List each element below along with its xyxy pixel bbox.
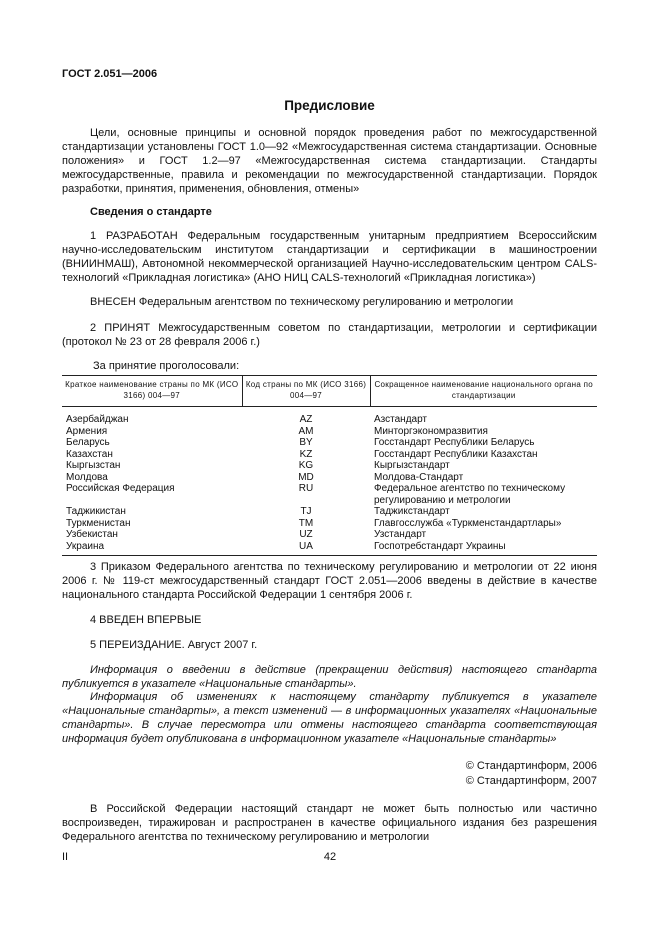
standards-body: Главгосслужба «Туркменстандартлары» — [374, 517, 562, 529]
country-code: TM — [298, 517, 314, 529]
country-name: Казахстан — [66, 448, 113, 460]
item-submitted: ВНЕСЕН Федеральным агентством по техническому регулированию и метрологии — [90, 296, 514, 308]
page-number: 42 — [323, 851, 337, 863]
standards-body: Госстандарт Республики Казахстан — [374, 448, 538, 460]
country-name: Таджикистан — [66, 506, 126, 517]
standards-body: Госстандарт Республики Беларусь — [374, 437, 535, 448]
table-row — [62, 437, 597, 449]
country-name: Туркменистан — [66, 517, 131, 529]
country-name: Кыргызстан — [66, 460, 121, 471]
item-5-reissue: 5 ПЕРЕИЗДАНИЕ. Август 2007 г. — [90, 639, 258, 651]
standards-body: Узстандарт — [374, 529, 427, 540]
country-code: AM — [298, 425, 314, 437]
copyright-2007: © Стандартинформ, 2007 — [465, 775, 597, 787]
country-code: AZ — [299, 414, 313, 425]
item-1-developed: 1 РАЗРАБОТАН Федеральным государственным унитарным предприятием Всероссийским научно-исследовательским институтом стандартизации и сертификации в машиностроении (ВНИИНМАШ), Автономной некоммерческой организацией Научно-исследовательским центром CALS-технологий «Прикладная логистика» (АНО НИЦ CALS-технологий «Прикладная логистика») — [62, 230, 597, 284]
item-2-adopted: 2 ПРИНЯТ Межгосударственным советом по стандартизации, метрологии и сертификации (протокол № 23 от 28 февраля 2006 г.) — [62, 322, 597, 348]
table-row — [62, 529, 597, 541]
country-code: TJ — [300, 506, 312, 517]
column-header-code: Код страны по МК (ИСО 3166) 004—97 — [242, 376, 370, 407]
table-row — [62, 506, 597, 518]
standards-body: Таджикстандарт — [374, 506, 450, 517]
column-header-country: Краткое наименование страны по МК (ИСО 3166) 004—97 — [62, 376, 242, 407]
country-code: KZ — [299, 448, 313, 460]
table-row — [62, 449, 597, 461]
standards-body: Госпотребстандарт Украины — [370, 541, 597, 556]
table-row — [62, 472, 597, 484]
standards-body: Федеральное агентство по техническому регулированию и метрологии — [374, 483, 566, 506]
standard-info-heading: Сведения о стандарте — [90, 206, 212, 218]
copyright-2006: © Стандартинформ, 2006 — [465, 760, 597, 772]
country-name: Узбекистан — [66, 529, 118, 540]
foreword-intro: Цели, основные принципы и основной порядок проведения работ по межгосударственной стандартизации установлены ГОСТ 1.0—92 «Межгосударственная система стандартизации. Основные положения» и ГОСТ 1.2—97 «Межгосударственная система стандартизации. Стандарты межгосударственные, правила и рекомендации по межгосударственной стандартизации. Порядок разработки, принятия, применения, обновления, отмены» — [62, 127, 597, 195]
table-row — [62, 407, 597, 426]
country-name: Азербайджан — [66, 414, 129, 425]
table-row — [62, 426, 597, 438]
voting-table-header — [62, 376, 597, 407]
voted-label: За принятие проголосовали: — [93, 360, 240, 372]
table-row — [62, 518, 597, 530]
country-name: Армения — [66, 425, 108, 437]
country-name: Российская Федерация — [66, 483, 175, 494]
standards-body: Молдова-Стандарт — [374, 471, 464, 483]
country-code: KG — [298, 460, 314, 471]
item-4-introduced: 4 ВВЕДЕН ВПЕРВЫЕ — [90, 614, 202, 626]
info-paragraph-1: Информация о введении в действие (прекращении действия) настоящего стандарта публикуется в указателе «Национальные стандарты». — [62, 664, 597, 690]
country-name: Беларусь — [66, 437, 110, 448]
table-row — [62, 541, 597, 556]
standards-body: Азстандарт — [374, 414, 428, 425]
reproduction-notice: В Российской Федерации настоящий стандарт не может быть полностью или частично воспроизведен, тиражирован и распространен в качестве официального издания без разрешения Федерального агентства по техническому регулированию и метрологии — [62, 803, 597, 843]
standards-body: Минторгэкономразвития — [374, 425, 488, 437]
country-name: Молдова — [66, 471, 108, 483]
voting-table — [62, 375, 597, 556]
country-name: Украина — [62, 541, 242, 556]
country-code: BY — [299, 437, 313, 448]
country-code: RU — [298, 483, 314, 494]
foreword-title: Предисловие — [284, 98, 375, 113]
info-paragraph-2: Информация об изменениях к настоящему стандарту публикуется в указателе «Национальные стандарты», а текст изменений — в информационных указателях «Национальные стандарты». В случае пересмотра или отмены настоящего стандарта соответствующая информация будет опубликована в информационном указателе «Национальные стандарты» — [62, 691, 597, 745]
column-header-body: Сокращенное наименование национального органа по стандартизации — [370, 376, 597, 407]
country-code: UZ — [299, 529, 313, 540]
country-code: MD — [298, 471, 314, 483]
document-id: ГОСТ 2.051—2006 — [62, 68, 158, 80]
table-row — [62, 460, 597, 472]
country-code: UA — [242, 541, 370, 556]
roman-page-number: II — [62, 851, 69, 863]
table-row — [62, 483, 597, 506]
standards-body: Кыргызстандарт — [374, 460, 450, 471]
item-3-order: 3 Приказом Федерального агентства по техническому регулированию и метрологии от 22 июня 2006 г. № 119-ст межгосударственный стандарт ГОСТ 2.051—2006 введены в действие в качестве национального стандарта Российской Федерации 1 сентября 2006 г. — [62, 561, 597, 601]
